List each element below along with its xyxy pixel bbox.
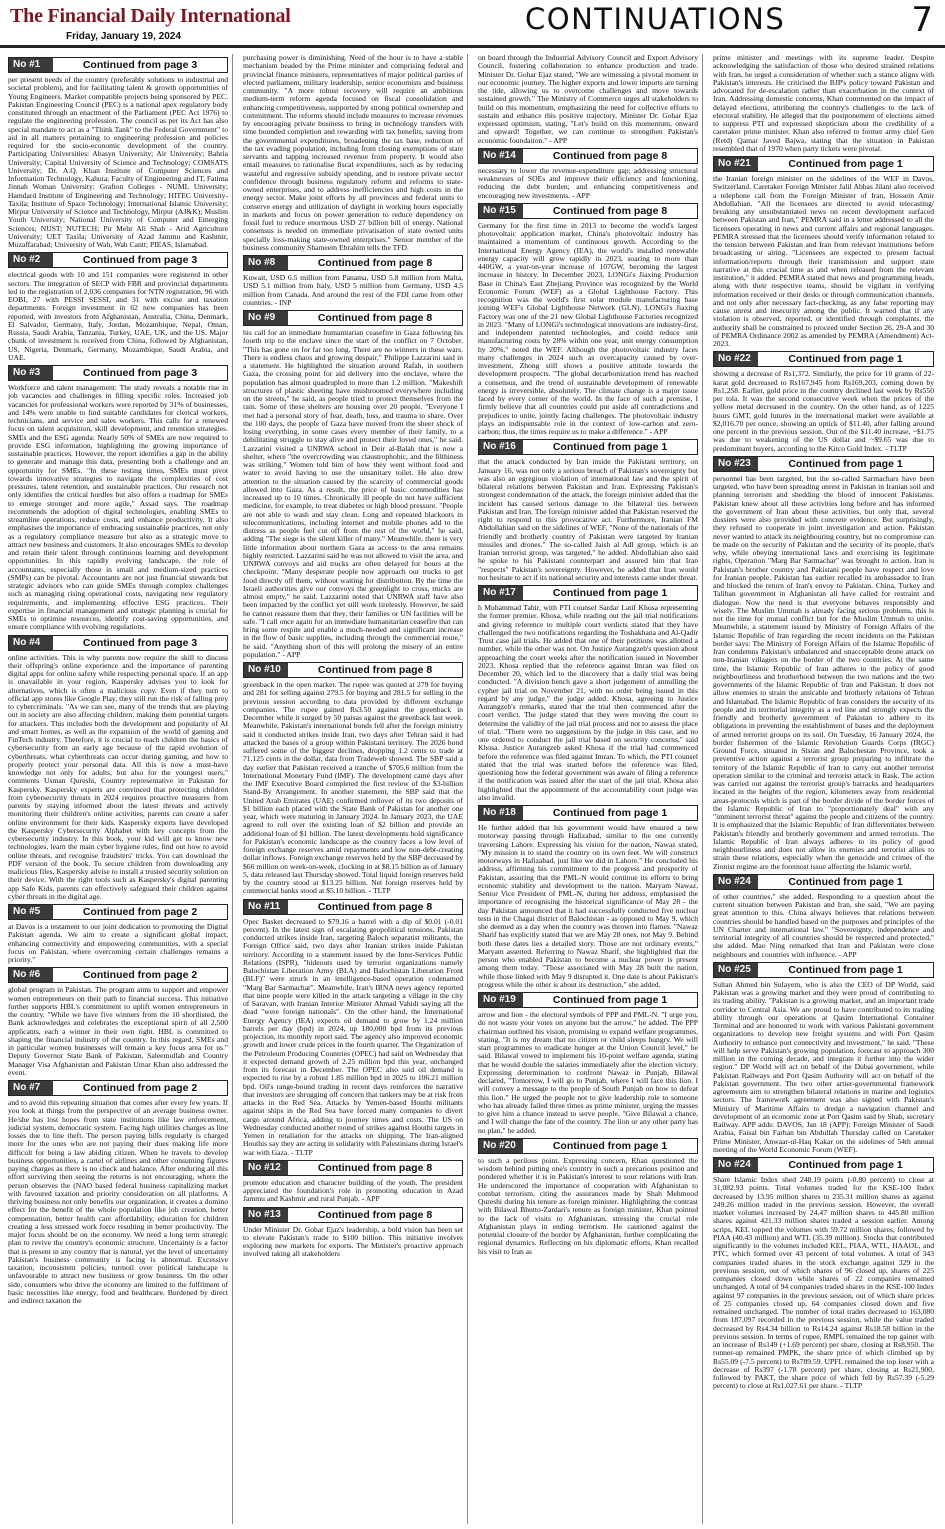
article-number: No #21: [714, 157, 758, 171]
continuation-article: [243, 1160, 463, 1204]
continuation-article: [713, 156, 934, 348]
article-text: necessary to lower the revenue-expenditure gap; addressing structural weaknesses of SOEs and improve their efficiency and functioning, reducing the debt burden; and enhancing competitiveness and encouraging new investments. - APP: [478, 165, 698, 200]
continuation-header: [478, 992, 698, 1008]
continued-from-label: Continued from page 1: [552, 807, 668, 819]
column-2: [243, 54, 468, 1524]
continuation-header: [8, 57, 228, 73]
continuation-article: [713, 54, 934, 153]
continuation-header: [713, 874, 934, 890]
article-number: No #24: [714, 875, 758, 889]
article-columns: [8, 54, 938, 1524]
continuation-article: [478, 54, 698, 145]
article-text: arrow and lion - the electoral symbols of PPP and PML-N. "I urge you, do not waste your votes on anyone but the arrow," he added. The PPP chairman outlined his vision, promising to expand welfare programmes, stating, "It is my dream that no citizen or child sleeps hungry. We will start programmes to eradicate hunger at the Union Council level," he said. Bilawal vowed to implement his 10-point welfare agenda, stating that he would double the salaries immediately after the election victory. Expressing determination to confront Nawaz in Punjab, Bilawal declared, "Tomorrow, I will go to Punjab, where I will face this lion. I will convey a message to the people of South Punjab on how to defeat this lion." He urged the people not to give leadership role to someone who has already failed three times as prime minister, urging the masses to give him a chance instead to serve people. "Give Bilawal a chance, and I will change the fate of the country. The lion or any other party has no plan," he added.: [478, 1010, 698, 1135]
masthead: The Financial Daily International: [10, 5, 291, 27]
continued-from-label: Continued from page 2: [82, 969, 198, 982]
continued-from-label: Continued from page 3: [82, 59, 198, 71]
continuation-header: [478, 203, 698, 219]
article-text: the Iranian foreign minister on the sidelines of the WEF in Davos, Switzerland. Caretaker Foreign Minister Jalil Abbas Jilani also received a telephone call from the Foreign Minister of Iran, Hossein Amir Abdollahian. "All the licensees are directed to avoid telecasting/ breaking any unsubstantiated news on recent development surfaced between Pakistan and Iran," PEMRA said in a letter addressed to all the licensees operating in news and current affairs and regional languages. PEMRA stressed that the licensees should verify information related to the tension between Pakistan and Iran from relevant institutions before broadcasting or airing. "Licensees are expected to present factual information/reports through their transmission and support state narrative at this crucial time as and when released from the relevant institution," it added. PEMRA stated that news and programming heads, along with their respective teams, should be vigilant in verifying information received or their desks or through communication channels, and not only after necessary fact-checking, as any false reporting may cause unrest and insecurity among the public. It warned that if any violation is observed, reported, or identified through complaints, the authority shall be constrained to proceed under Section 26, 29-A and 30 of PEMRA Ordinance 2002 as amended by PEMRA (Amendment) Act-2023.: [713, 174, 934, 348]
article-number: No #11: [244, 900, 288, 914]
article-text: promote education and character building of the youth. The president appreciated the foundation's role in promoting education in Azad Jammu and Kashmir and rural Punjab. - APP: [243, 1177, 463, 1204]
continuation-article: [478, 1138, 698, 1256]
article-number: No #3: [9, 366, 53, 380]
continuation-header: [478, 585, 698, 601]
continuation-header: [8, 252, 228, 268]
continuation-header: [243, 255, 463, 271]
continuation-header: [478, 148, 698, 164]
continuation-article: [243, 1207, 463, 1259]
article-number: No #2: [9, 253, 53, 267]
article-text: showing a decrease of Rs1,372. Similarly, the price for 10 grams of 22-karat gold decreased to Rs167,945 from Rs169,203, coming down by Rs1,258. Earlier, gold price in the country declined last week by Rs550 per tola. It was the second consecutive week when the prices of the yellow metal decreased in the country. On the other hand, as of 1225 hours GMT, gold futures in the international market were available at $2,016.70 per ounce, showing an uptick of $11.40, after falling around one percent in the previous session. Out of the $11.40 increase, ~$1.75 was due to weakening of the US dollar and ~$9.65 was due to predominant buyers, according to the Kitco Gold Index. - TLTP: [713, 369, 934, 453]
article-text: Opec Basket decreased to $79.16 a barrel with a dip of $0.01 (-0.01 percent). In the latest sign of escalating geopolitical tensions, Pakistan conducted strikes inside Iran, targeting Baloch separatist militants, the Foreign Office said, two days after Iranian strikes inside Pakistan territory. According to a statement issued by the Inter-Services Public Relations (ISPR), "hideouts used by terrorist organizations namely Balochistan Liberation Army (BLA) and Balochistan Liberation Front (BLF)" were struck in an intelligence-based operation codenamed "Marg Bar Sarmachar". Meanwhile, Iran's IRNA news agency reported that nine people were killed in the attack targeting a village in the city of Saravan, with Iranian Interior Minister Ahmad Vahidi saying all the dead "were foreign nationals". On the other hand, the International Energy Agency (IEA) expects oil demand to grow by 1.24 million barrels per day (bpd) in 2024, up 180,000 bpd from its previous projection, its monthly report said. The agency also improved economic growth and lower crude prices in the fourth quarter. The Organization of the Petroleum Producing Countries (OPEC) had said on Wednesday that it expected demand growth of 2.25 million bpd this year, unchanged from its forecast in December. The OPEC also said oil demand is expected to rise by a robust 1.85 million bpd in 2025 to 106.21 million bpd. Oil's range-bound trading in recent days reinforces the narrative that investors are shrugging off concern that tankers may be at risk from attacks in the Red Sea. Attacks by Yemen-based Houthi militants against ships in the Red Sea have forced many companies to divert cargo around Africa, adding to journey times and costs. The US on Wednesday conducted another round of strikes against Houthi targets in Yemen in retaliation for the attacks on shipping. The Iran-aligned Houthis say they are acting in solidarity with Palestinians during Israel's war with Gaza. - TLTP: [243, 916, 463, 1157]
continuation-header: [478, 805, 698, 821]
article-number: No #25: [714, 963, 758, 977]
continuation-article: [713, 874, 934, 959]
article-text: Under Minister Dr. Gohar Ejaz's leadership, a bold vision has been set to elevate Pakistan's trade to $100 billion. This initiative involves exploring new markets for exports. The Minister's proactive approach involved taking all stakeholders: [243, 1224, 463, 1259]
continued-from-label: Continued from page 8: [552, 149, 668, 162]
column-3: [478, 54, 703, 1524]
continuation-article: [713, 351, 934, 453]
continued-from-label: Continued from page 1: [552, 587, 668, 599]
article-number: No #8: [244, 256, 288, 270]
continuation-header: [8, 365, 228, 381]
article-number: No #19: [479, 993, 523, 1007]
continuation-article: [478, 585, 698, 802]
article-text: Share Islamic Index shed 248.19 points (-0.80 percent) to close at 31,082.93 points. Total volumes traded for the KSE-100 Index decreased by 13.95 million shares to 235.31 million shares as against 249.26 million traded in the previous session. However, the overall market volumes increased by 24.47 million shares to 445.80 million shares against 421.33 million shares traded a session earlier. Among scrips, KEL topped the volumes with 59.72 million shares, followed by PIAA (40.43 million) and WTL (35.39 million). Stocks that contributed significantly to the volumes included KEL, PIAA, WTL, HAAOL, and PTC, which formed over 43 percent of total volumes. A total of 343 companies traded shares in the stock exchange against 329 in the previous session, out of which shares of 96 closed up, shares of 225 companies closed down while shares of 22 companies remained unchanged. A total of 94 companies traded shares in the KSE-100 Index against 97 companies in the previous session, out of which share prices of 25 companies closed up, 64 companies closed down and five remained unchanged. The number of total trades decreased to 163,080 from 187,097 recorded in the previous session, while the value traded decreased by Rs4.34 billion to Rs14.24 against Rs18.58 billion in the previous session. In terms of rupee, RMPL remained the top gainer with an increase of Rs149 (+1.69 percent) per share, closing at Rs8,950. The runner-up remained PMPK, the share price of which climbed up by Rs55.09 (-7.5 percent) to Rs789.59. UPFL remained the top loser with a decrease of Rs397 (-1.78 percent) per share, closing at Rs21,900, followed by PAKT, the share price of which fell by Rs57.39 (-5.29 percent) to close at Rs1,027.61 per share. - TLTP: [713, 1175, 934, 1391]
article-number: No #18: [479, 806, 523, 820]
article-text: He further added that his government would have ensured a new motorway passing through Hafizabad, similar to the one currently traversing Lahore. Expressing his vision for the nation, Nawaz stated, "My mission is to stand the country on its own feet. We will construct motorways in Hafizabad, just like we did in Lahore." He concluded his address, affirming his commitment to the progress and prosperity of Pakistan, assuring that the PML-N would continue its efforts to bring economic stability and development to the nation. Maryam Nawaz, Senior Vice President of PML-N, during her address, emphasised the importance of recognising the historical significance of May 28 - the day Pakistan announced that it had successfully conducted five nuclear tests in the Chagai district of Balochistan - as opposed to May 9, which she deemed as a day when the country was thrown into flames. "Nawaz Sharif has explicitly stated that we are May 28 ones, not May 9. Behind both these dates lies a detailed story. Those are not ordinary events," Maryam asserted. Referring to Nawaz Sharif, she highlighted that the person who enabled Pakistan to become a nuclear power is present among them today. "Those associated with May 28 built the nation, while those linked with May 9 disrupted it. One date is about Pakistan's progress while the other is about its destruction," she added.: [478, 823, 698, 989]
continuation-article: [8, 904, 228, 964]
continuation-article: [243, 310, 463, 659]
continued-from-label: Continued from page 3: [82, 367, 198, 379]
article-text: online activities. This is why parents now require the skill to discuss their offspring's online experience and the importance of parenting digital apps for online safety while respecting personal space. If an app is unavailable in your region, Kaspersky advises you to look for alternatives, which is often a malicious copy. Even if they turn to official app stores like Google Play, they still run the risk of falling prey to cybercriminals. "As we can see, many of the trends that are playing out in society are also affecting children, making them potential targets for attackers. This includes both the development and popularity of AI and smart homes, as well as the expansion of the world of gaming and FinTech industry. Therefore, it is crucial to teach children the basics of cybersecurity from an early age because of the rapid evolution of cyberthreats, what cyberthreats can occur during gaming, and how to properly protect your personal data. All this is now a must-have knowledge not only for adults, but also for the youngest users," comments Usman Qureshi, Country representative in Pakistan for Kaspersky. Kaspersky experts are convinced that protecting children from cybersecurity threats in 2024 requires proactive measures from parents by staying informed about the latest threats and actively monitoring their children's online activities, parents can create a safer online environment for their kids. Kaspersky experts have developed the Kaspersky Cybersecurity Alphabet with key concepts from the cybersecurity industry. In this book, your kid will get to know new technologies, learn the main cyber hygiene rules, find out how to avoid online threats, and recognise fraudsters' tricks. You can download the PDF version of the book. To secure children from downloading any malicious files, Kaspersky advise to install a trusted security solution on their device. With the right tools such as Kaspersky's digital parenting app Safe Kids, parents can effectively safeguard their children against cyber threats in the digital age.: [8, 652, 228, 901]
article-text: purchasing power is diminishing. Need of the hour is to have a stable mechanism headed by the Prime minister and comprising federal and provincial finance ministers, representatives of major political parties of elected parliament, military leadership, senior economists and business community. "A more robust recovery will require an ambitious medium-term reform agenda focused on fiscal consolidation and enhancing competitiveness, supported by strong political ownership and commitment. The reforms should include measures to increase revenues by encouraging private business to bring in technology transfers with time bounded completion and rewarding with tax benefits, saving from the governmental expenditures, broadening the tax base, reduction of the tax evading population, including from closing exemptions of state servants and tapping increased revenue from property. It would also entail measures to rationalise fiscal expenditures, such as by reducing wasteful and regressive subsidy spending, and to restore private sector confidence through business regulatory reform and reforms to state-owned enterprises, and to address inefficiencies and high costs in the energy sector. Make joint efforts by all provinces and federal units to conserve energy and utilization of daylight in working hours especially in markets and focus on power generation to reduce dependency on fossil fuel to reduce enormous USD 27 billion bill of energy. National consensus is needed on immediate privatisation of state owned units specially loss-making state-owned enterprises." Senior member of the business community Shameem Ebrahim tells the TFD.: [243, 54, 463, 252]
article-number: No #7: [9, 1081, 53, 1095]
continuation-article: [243, 255, 463, 307]
article-text: Kuwait, USD 6.5 million from Panama, USD 5.8 million from Malta, USD 5.1 million from Italy, USD 5 million from Germany, USD 4.5 million from Canada. And around the rest of the FDI came from other countries. - INP: [243, 273, 463, 307]
article-number: No #13: [244, 1208, 288, 1222]
article-text: to such a perilous point. Expressing concern, Khan questioned the wisdom behind putting one's country in such a precarious position and pondered whether it is in Pakistan's interest to sour relations with Iran. He underscored the importance of cooperation with Afghanistan to combat terrorism, citing the assurances made by Shah Mehmood Qureshi during his tenure as foreign minister. Highlighting the contrast with Bilawal Bhutto-Zardari's tenure as foreign minister, Khan pointed to the lack of visits to Afghanistan, stressing the crucial role Afghanistan plays in ending terrorism. He cautioned against the potential closure of the border by Afghanistan, further complicating the regional dynamics. Reflecting on his diplomatic efforts, Khan recalled his visit to Iran as: [478, 1155, 698, 1256]
continuation-article: [243, 54, 463, 252]
continued-from-label: Continued from page 1: [552, 441, 668, 454]
column-4: [713, 54, 938, 1524]
continued-from-label: Continued from page 1: [788, 353, 903, 366]
continuation-article: [8, 365, 228, 632]
continued-from-label: Continued from page 8: [552, 204, 668, 217]
continued-from-label: Continued from page 8: [317, 1208, 433, 1221]
article-text: personnel has been targeted, but the so-called Sarmachars have been targeted, who have been spreading unrest in Pakistan in Iranian soil and planning terrorism and shedding the blood of innocent Pakistanis. Pakistan knew about all these activities long before and has informed the government of Iran about these activities, but only that, several dossiers were also provided with concrete evidence. But surprisingly, they refused to cooperate in joint investigation and action. Pakistan never wanted to attack its neighbouring country, but no compromise can be made on the security of Pakistan and the security of its people, that's why, while obeying international laws and exercising its legitimate rights, Operation "Marg Bar Sarmachar" was brought to action. Iran is Pakistan's brother country and Pakistani people have respect and love for Iranian people. Pakistan has earlier recalled its ambassador to Iran and blocked the return of Iran's envoy to Pakistan. China, Turkey and Taliban government in Afghanistan all have called for restraint and dialogue. Now the need is that everyone behaves responsibly and wisely. The Muslim Ummah is already facing serious problems, this is not the time for mutual conflict but for the Muslim Ummah to unite. Meanwhile, a statement issued by Ministry of Foreign Affairs of the Islamic Republic of Iran regarding the recent incidents on the Pakistan border says: The Ministry of Foreign Affairs of the Islamic Republic of Iran condemns Pakistan's unbalanced and unacceptable drone attack on non-Iranian villagers on the border of the two countries. At the same time, the Islamic Republic of Iran adheres to the policy of good neighbourliness and brotherhood between the two nations and the two governments of the Islamic Republic of Iran and Pakistan. It does not allow enemies to strain the amicable and brotherly relations of Tehran and Islamabad. The Islamic Republic of Iran considers the security of its people and its territorial integrity as a red line and strongly expects the friendly and brotherly government of Pakistan to adhere to its obligations in preventing the establishment of bases and the deployment of armed terrorist groups on its soil. On Tuesday, 16 January 2024, the border fishermen of the Islamic Revolution Guards Corps (IRGC) Ground Force, situated in Sistan and Baluchestan Province, took a preventive action against a terrorist group preparing to infiltrate the territory of the Islamic Republic of Iran to carry out another terrorist operation similar to the criminal and terrorist attack in Rask. The action was carried out against the terrorist group's barracks and headquarters located in the heights of the region, kilometers away from residential areas-protocols which is part of the border divide of the border forces of the Islamic Republic of Iran to "proportionately deal" with any "imminent terrorist threat" against the people and citizens of the country. It is emphasized that the Islamic Republic of Iran differentiates between Pakistan's friendly and brotherly government and armed terrorists. The Islamic Republic of Iran always adheres to its policy of good neighbourliness and does not allow its enemies and terrorist allies to strain these relations, especially when the genocide and crimes of the Zionist regime are the foremost issue affecting the Islamic world.: [713, 473, 935, 871]
continuation-article: [243, 899, 463, 1157]
article-text: his call for an immediate humanitarian ceasefire in Gaza following his fourth trip to the enclave since the start of the conflict on 7 October. "This has gone on for far too long. There are no winners in these wars. There is endless chaos and growing despair," Philippe Lazzarini said in a statement. He highlighted the situation around Rafah, in southern Gaza, the crossing point for aid delivery into the enclave, where the population has almost quadrupled to more than 1.2 million. "Makeshift structures of plastic sheeting have mushroomed everywhere including on the streets," he said, as people tried to protect themselves from the rain. Some of these shelters are housing over 20 people. "Everyone I met had a personal story of fear, death, loss, and trauma to share. Over the 100 days, the people of Gaza have moved from the sheer shock of losing everything, in some cases every member of their family, to a debilitating struggle to stay alive and protect their loved ones," he said. Lazzarini visited a UNRWA school in Deir al-Balah that is now a shelter, where "the overcrowding was claustrophobic, and the filthiness was striking." Women told him of how they went without food and water to avoid having to use the unsanitary toilet. He also drew attention to the situation caused by the scarcity of commercial goods allowed into Gaza. As a result, the price of basic commodities has increased up to 10 times. Chronically ill people do not have sufficient medicine, for example, to treat diabetes or high blood pressure. "People are not able to wash and stay clean. Long and repeated blackouts in telecommunications, including internet and mobile phones add to the distress as people feel cut off from the rest of the world," he said, adding "The siege is the silent killer of many." Meanwhile, there is very little information about northern Gaza as access to the area remains highly restricted. Lazzarini said he was not allowed to visit the area, and UNRWA convoys and aid trucks are often delayed for hours at the checkpoint. "Many desperate people now approach our trucks to get food directly off them, without waiting for distribution. By the time the Israeli authorities give our convoys the greenlight to cross, trucks are almost empty," he said. Lazzarini noted that UNRWA staff have also been impacted by the conflict yet still work tirelessly. However, he said he cannot reassure them that they, their families or UN facilities will be safe. "I call once again for an immediate humanitarian ceasefire that can bring some respite and enable a much-needed and significant increase in the flow of basic supplies, including through the commercial route," he said. "Anything short of this will prolong the misery of an entire population." - APP: [243, 328, 463, 659]
article-text: at Davos is a testament to our joint dedication to promoting the Digital Pakistan agenda. We aim to create a significant global impact, enhancing connectivity and empowering communities, with a special focus on Pakistan, where overcoming certain challenges remains a priority.": [8, 922, 228, 964]
continuation-header: [243, 662, 463, 678]
continued-from-label: Continued from page 1: [788, 1159, 903, 1171]
article-number: No #10: [244, 663, 288, 677]
continuation-header: [8, 635, 228, 651]
article-number: No #5: [9, 905, 53, 919]
continuation-article: [713, 962, 934, 1154]
article-text: prime minister and meetings with its supreme leader. Despite acknowledging the satisfaction of those who desired strained relations with Iran, he urged a consideration of whether such a stance aligns with Pakistan's interests. He criticised the BJP's policy toward Pakistan and advocated for de-escalation rather than exacerbation in the context of Iran. Addressing domestic concerns, Khan commented on the impact of delayed elections, attributing the country's challenges to the lack of electoral stability. He alleged that the postponement of elections aimed to suppress PTI and expressed skepticism about the credibility of a caretaker prime minister. Khan also referred to former army chief Gen (Retd) Qamar Javed Bajwa, stating that the situation in Pakistan resembled that of 1970 when party tickets were pivotal.: [713, 54, 934, 153]
article-text: h Muhammad Tahir, with PTI counsel Sardar Latif Khosa representing the former premier. Khosa, while reading out the jail trial notifications and giving reference to multiple court verdicts stated that they have challenged the two notifications regarding the Toshakhana and Al-Qadir Trust case jail trials. He added that one of their petitions was allotted a number, while the other was not. On Justice Aurangzeb's question about approaching the court weeks after the notification issued in November 2023, Khosa replied that the reference against Imran was filed on December 20, which led to the discovery that a daily trial was being conducted. "A division bench gave a short judgement of annulling the cypher jail trial on November 21, with no order being issued in this regard by any judge," the judge added. Khosa, agreeing to Justice Aurangzeb's remarks, stated that the trial then commenced after the court verdict. The judge stated that they were moving the court to determine the validity of the jail trial process and not to assess the place of trial. "There were no suggestions by the judge in this case, and no one ordered to conduct the jail trial based on security concerns," said Khosa. Justice Aurangzeb asked Khosa if the trial had commenced before the reference was filed against Imran. To which, the PTI counsel stated that the trial was started before the reference was filed, questioning how the federal government was aware of filing a reference if the notification was issued after the start of the jail trial. Khosa also highlighted that the appointment of the accountability court judge was also invalid.: [478, 603, 698, 802]
continuation-article: [713, 456, 934, 871]
dateline: Friday, January 19, 2024: [66, 31, 181, 42]
article-text: on board through the Industrial Advisory Council and Export Advisory Council, fostering collaboration to enhance production and trade. Minister Dr. Gohar Ejaz stated, "We are witnessing a pivotal moment in our economic journey. The higher exports and lower imports are turning the tide, allowing us to overcome challenges and move towards sustained growth." The Ministry of Commerce urges all stakeholders to build on this momentum, emphasizing the need for collective efforts to sustain and enhance this positive trajectory. Minister Dr. Gohar Ejaz expressed optimism, stating, "Let's build on this momentum, onward and upward! Together, we can continue to strengthen Pakistan's economic foundation." - APP: [478, 54, 698, 145]
continued-from-label: Continued from page 8: [317, 900, 433, 913]
continuation-header: [243, 1160, 463, 1176]
continuation-header: [713, 351, 934, 367]
continuation-article: [478, 148, 698, 200]
article-number: No #9: [244, 311, 288, 325]
article-number: No #14: [479, 149, 523, 163]
continuation-header: [8, 1080, 228, 1096]
continuation-article: [8, 57, 228, 249]
continuation-article: [243, 662, 463, 896]
continued-from-label: Continued from page 8: [317, 1161, 433, 1174]
continuation-header: [713, 456, 934, 472]
continuation-header: [8, 967, 228, 983]
continuation-article: [8, 1080, 228, 1305]
continuation-article: [478, 439, 698, 582]
continued-from-label: Continued from page 1: [552, 994, 668, 1006]
column-1: [8, 54, 233, 1524]
continued-from-label: Continued from page 1: [788, 963, 903, 976]
continuation-header: [478, 1138, 698, 1154]
article-number: No #16: [479, 440, 523, 454]
continuation-article: [478, 992, 698, 1135]
article-number: No #6: [9, 968, 53, 982]
continuation-article: [713, 1157, 934, 1391]
article-text: per present needs of the country (preferably solutions to industrial and societal problem), and for facilitating talent & growth opportunities of Young Engineers. Market compatible projects being sponsored by PEC. Pakistan Engineering Council (PEC) is a national apex regulatory body constituted through an enactment of the Parliament (PEC Act 1976) to regulate the engineering profession. The council as per its Act has also special mandate to act as a "Think Tank" to the Federal Government" to aid in all matters pertaining to engineering profession and policies required for the socio-economic development of the country. Participating Universities: Abasyn University; Air University; Bahria University; Capital University of Science and Technology; COMSATS University; Dr. A.Q. Khan Institute of Computer Sciences and Information Technology, Kahuta; Faculty of Engineering and IT, Fatima Jinnah Woman University; Grafton Colleges - NUML University; Hamdard Institute of Engineering and Technology; HITEC University-Taxila; Institute of Space Technology; International Islamic University; Mirpur University of Science and Technology, Mirpur (AJ&K); Muslim Youth University; National University of Computer and Emerging Sciences; NUST; NUTECH; Pir Mehr Ali Shah - Arid Agriculture University; UET Taxila; University of Azad Jammu and Kashmir, Muzaffarabad; University of Wah, Wah Cantt; PIEAS, Islamabad.: [8, 75, 228, 249]
article-number: No #17: [479, 586, 523, 600]
article-number: No #1: [9, 58, 53, 72]
article-text: Sultan Ahmed bin Sulayem, who is also the CEO of DP World, said Pakistan was a growing market and they were proud of contributing to its trading ability. "Pakistan is a growing market, and an important trade corridor to Central Asia. We are proud to have contributed to its trading ability through our operations at Qasim International Container Terminal and are honoured to work with various Pakistani government organizations to develop new freight systems and with Port Qasim Authority to enhance port connectivity and investment," he said. "These will help serve Pakistan's growing population, forecast to approach 300 million in the coming decade, and integrate it further into the wider region." DP World will act on behalf of the Dubai government, while Pakistan Railways and Port Qasim Authority will act on behalf of the Pakistan government. The two other artier-governmental framework agreements aim to strengthen bilateral relations in marine and logistics sectors. The framework agreement was also signed with Pakistan's Ministry of Maritime Affairs to dredge a navigation channel and development of an economic zone at Port Qasim said by Shah, secretary Railway. APP adds: DAVOS, Jan 18 (APP): Foreign Minister of Saudi Arabia, Faisal bin Farhan bin Abdullah Thursday called on Caretaker Prime Minister, Anwaar-ul-Haq Kakar on the sidelines of 54th annual meeting of the World Economic Forum (WEF).: [713, 979, 934, 1154]
article-text: and to avoid this repeating situation that comes after every few years. If you look at things from the perspective of an average business owner. He/she has lost hopes from state institutions like law enforcement, judicial system, democratic system. Facing high utilities charges as line losses due to line theft. The person paying bills regularly is charged more for the ones who are not paying their dues making life more difficult for being a law abiding citizen. When he travels to develop business opportunities, a cartel of airlines and other consuming figures paying charges as there is no check and balance. After enduring all this effort surviving then seeing the returns is not encouraging, where the person observes the (NAO based federal business capitalizing market with favoured taxation and priority consideration on all platforms. A thriving business not only benefits our organization, it creates a domino effect for the benefit of the whole population like job creation, better compensation, better health care affordability, education for children creating a less stressed work force resulting in better productivity. The major focus should be on the economy. We need a long term strategic plan to revive the country's economic structure. Uncertainty is a factor that is present in any country that is natural, yet the level of uncertainty Pakistan's business community is facing is abnormal. Excessive taxation, inconsistent policies, turmoil over political landscape is unfavourable to attract new business or grow business. On the other side, consumers who drive the economy are limited to the fulfilment of basic necessities like energy, food and healthcare. Burdened by direct and indirect taxation the: [8, 1098, 228, 1305]
continuation-header: [713, 156, 934, 172]
article-number: No #12: [244, 1161, 288, 1175]
article-number: No #23: [714, 457, 758, 471]
continuation-article: [8, 635, 228, 902]
continued-from-label: Continued from page 1: [788, 875, 903, 888]
article-text: greenback in the open market. The rupee was quoted at 279 for buying and 281 for selling against 279.5 for buying and 281.5 for selling in the previous session according to data provided by different exchange companies. The rupee gained Rs3.50 against the greenback in December while it surged by 50 paisas against the greenback last week. Meanwhile, Pakistan's international bonds fell after the foreign ministry said it conducted strikes inside Iran, two days after Tehran said it had attacked the bases of a group within Pakistani territory. The 2026 bond suffered some of the biggest declines, dropping 1.2 cents to trade at 71.125 cents in the dollar, data from Tradeweb showed. The SBP said a day earlier that Pakistan received a tranche of $705.6 million from the International Monetary Fund (IMF). The development came days after the IMF Executive Board completed the first review of the $3-billion Stand-By Arrangement. In another statement, the SBP said that the United Arab Emirates (UAE) confirmed rollover of its two deposits of $1 billion each placed with the State Bank of Pakistan for another one year, which were maturing in January 2024. In January 2023, the UAE agreed to roll over the existing loan of $2 billion and provide an additional loan of $1 billion. The latest developments hold significance for Pakistan's economic landscape as the country faces a low level of foreign exchange reserves amid repayments and low non-debt-creating dollar inflows. Foreign exchange reserves held by the SBP decreased by $66 million on week-on-week, clocking in at $8.15 billion as of January 5, data released last Thursday showed. Total liquid foreign reserves held by the country stood at $13.25 billion. Net foreign reserves held by commercial banks stood at $5.10 billion. - TLTP: [243, 680, 463, 896]
page-number: 7: [911, 0, 933, 40]
continued-from-label: Continued from page 1: [788, 457, 903, 470]
page-header: [0, 0, 945, 48]
continued-from-label: Continued from page 2: [82, 1082, 198, 1094]
article-text: Workforce and talent management: The study reveals a notable rise in job vacancies and challenges in filling specific roles. Increased job vacancies for professional workers were reported by 31% of businesses, and 14% were unable to find suitable candidates for clerical workers, technicians, and service and sales workers. This calls for a renewed focus on talent acquisition, skill development, and retention strategies. SMEs and the ESG agenda: Nearly 50% of SMEs are now required to provide ESG information, highlighting the growing importance of sustainable practices. However, the report identifies a gap in the ability to generate and manage this data, presenting both a challenge and an opportunity for SMEs. "In these testing times, SMEs must pivot towards innovative strategies to navigate the complexities of cost pressures, talent retention, and sustainable practices. Our research not only identifies the critical hurdles but also offers a roadmap for SMEs to emerge stronger and more agile," Assad says. The roadmap recommends the adoption of digital technologies, enabling SMEs to streamline operations, reduce costs, and enhance productivity. It also emphasises the importance of embracing sustainable practices, not only as a regulatory compliance measure but also as a strategic move to attract new business and customers. It also encourages SMEs to develop and retain their talent through continuous learning and development opportunities. In this rapidly evolving landscape, the role of accountants, especially those in small and medium-sized practices (SMPs) can be pivotal. Accountants are not just financial stewards but strategic advisors who can guide SMEs through complex challenges such as managing rising operational costs, navigating new regulatory requirements, and implementing effective ESG practices. Their expertise in financial management and strategic planning is crucial for SMEs to optimise resources, identify cost-saving opportunities, and ensure compliance with evolving regulations.: [8, 383, 228, 632]
continuation-header: [8, 904, 228, 920]
continuation-article: [8, 967, 228, 1077]
article-text: Germany for the first time in 2013 to become the world's largest photovoltaic application market, China's photovoltaic industry has maintained a momentum of continuous growth. According to the International Energy Agency (IEA), the world's installed renewable energy capacity will grow rapidly in 2023, soaring to more than 440GW, a year-on-year increase of 107GW, becoming the largest increase in history. In December 2023, LONGi's Jiaxing Production Base in China's East Zhejiang Province was recognized by the World Economic Forum (WEF) as a Global Lighthouse Factory. This recognition was the world's first solar module manufacturing base joining WEF's Global Lighthouse Network (GLN). LONGi's Jiaxing Factory was one of the 21 new Global Lighthouse Factories recognized in 2023. "Many of LONGi's technological innovations are industry-first, and independent patented technologies, and could reduce unit manufacturing costs by 28% within one year, unit energy consumption by 20%," noted the WEF. Although the photovoltaic industry faces many challenges in 2024 such as overcapacity caused by over-investment, Zhong still shows a positive attitude towards the development prospects. "The global decarbonization trend has reached a consensus, and the trend of sustainable development of renewable energy is irreversible, absolutely. The climate change is a major issue faced by every corner of the world. In the face of such a premise, I firmly believe that all countries could put aside all contradictions and prejudices to unite, jointly facing challenges. The photovoltaic industry plays an indispensable role in the context of low-carbon and zero-carbon; thus, the times require us to make a difference." - APP: [478, 220, 699, 436]
article-number: No #15: [479, 204, 523, 218]
article-number: No #20: [479, 1139, 523, 1153]
continuation-article: [478, 805, 698, 989]
continued-from-label: Continued from page 1: [788, 158, 903, 170]
continued-from-label: Continued from page 3: [82, 636, 198, 649]
continuation-header: [243, 899, 463, 915]
article-text: that the attack conducted by Iran inside the Pakistani territory, on January 16, was not only a serious breach of Pakistan's sovereignty but was also an egregious violation of international law and the spirit of bilateral relations between Pakistan and Iran. Expressing Pakistan's strongest condemnation of the attack, the foreign minister added that the incident has caused serious damage to the bilateral ties between Pakistan and Iran. The foreign minister added that Pakistan reserved the right to respond to this provocative act. Furthermore, Iranian FM Abdollahian said on the sidelines of WEF, "None of the nationals of the friendly and brotherly country of Pakistan were targeted by Iranian missiles and drones." The so-called Jaish al Adl group, which is an Iranian terrorist group, was targeted," he added. Abdollahian also said he spoke to his Pakistani counterpart and assured him that Iran "respects" Pakistan's sovereignty. However, he added that Iran would not hesitate to act if its national security and interests came under threat.: [478, 457, 698, 582]
continuation-header: [478, 439, 698, 455]
continued-from-label: Continued from page 3: [82, 254, 198, 267]
continuation-article: [478, 203, 698, 437]
continued-from-label: Continued from page 1: [552, 1139, 668, 1152]
article-number: No #4: [9, 636, 53, 650]
continuation-header: [243, 1207, 463, 1223]
section-title: CONTINUATIONS: [525, 2, 786, 36]
continued-from-label: Continued from page 8: [317, 312, 433, 324]
continuation-header: [713, 1157, 934, 1173]
article-text: electrical goods with 10 and 151 companies were registered in other sectors. The integration of SECP with FBR and provincial departments led to the registration of 2,036 companies for NTN registration, 96 with EOBI, 27 with PESSI SESSI, and 31 with excise and taxation departments. Foreign investment in 62 new companies has been reported, with investors from Afghanistan, Australia, China, Denmark, El Salvador, Germany, Italy, Jordan, Mozambique, Nepal, Oman, Russia, Saudi Arabia, Tanzania, Turkey, UAE, UK, and the US. Major chunk of investment is received from China, followed by Afghanistan, US, Nigeria, Denmark, Germany, Mozambique, Saudi Arabia, and UAE.: [8, 270, 228, 362]
article-text: of other countries," she added. Responding to a question about the current situation between Pakistan and Iran, she said, "We are paying great attention to this. China always believes that relations between countries should be handled based on the purposes and principles of the UN Charter and international law." "Sovereignty, independence and territorial integrity of all countries should be respected and protected," she added. Mao Ning remarked that Iran and Pakistan were close neighbours and countries with influence. - APP: [713, 891, 934, 959]
continuation-header: [243, 310, 463, 326]
continuation-article: [8, 252, 228, 362]
article-text: global program in Pakistan. The program aims to support and empower women entrepreneurs on their path to financial success. This initiative further supports HBL's commitment to uplift women entrepreneurs in the country. "While we have five winners from the 10 shortlisted, the Bank acknowledges and celebrates the exceptional spirit of all 2,500 applicants, each a winner in their own right. HBL is committed to shaping the financial industry of the country. In this regard, SMEs and in particular women businesses will remain a key focus area for us." Deputy Governor State Bank of Pakistan, Saleemullah and Country Manager Visa Afghanistan and Pakistan Umar Khan also addressed the event.: [8, 985, 228, 1077]
article-number: No #24: [714, 1158, 758, 1172]
continued-from-label: Continued from page 8: [317, 257, 433, 269]
continuation-header: [713, 962, 934, 978]
continued-from-label: Continued from page 8: [317, 664, 433, 676]
article-number: No #22: [714, 352, 758, 366]
continued-from-label: Continued from page 2: [82, 906, 198, 918]
